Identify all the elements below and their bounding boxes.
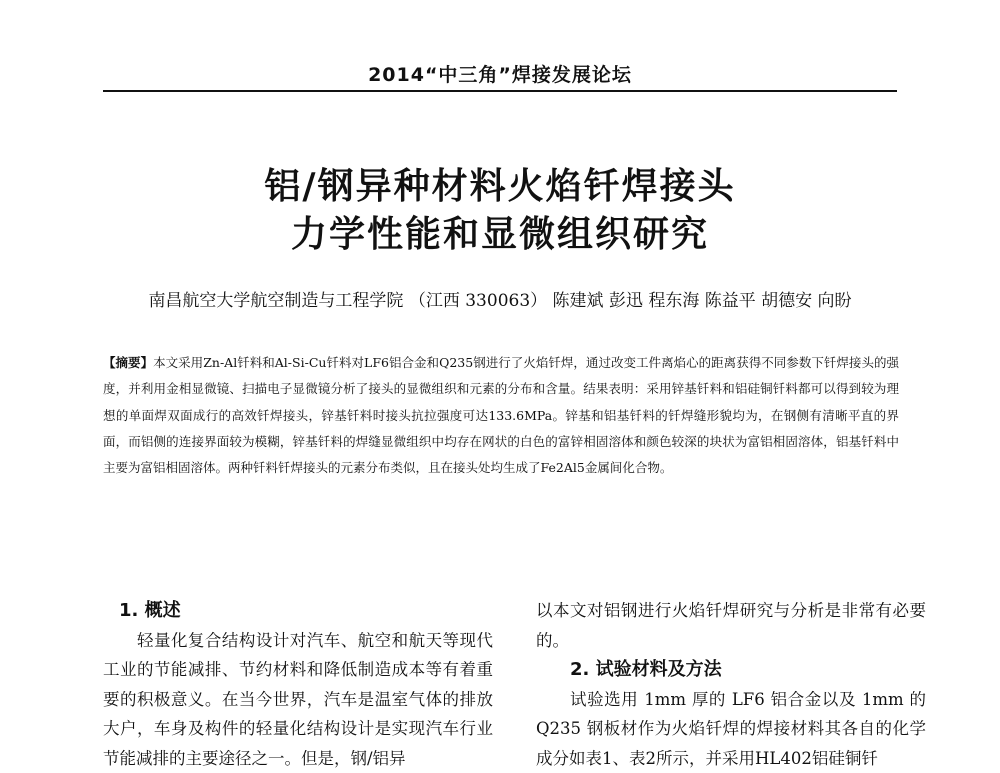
title-line-2: 力学性能和显微组织研究 (0, 206, 1000, 257)
running-head: 2014“中三角”焊接发展论坛 (0, 60, 1000, 87)
author-affiliation: 南昌航空大学航空制造与工程学院 （江西 330063） 陈建斌 彭迅 程东海 陈益平 胡德安 向盼 (0, 286, 1000, 311)
section-2-heading: 2. 试验材料及方法 (536, 655, 926, 685)
abstract-text: 本文采用Zn-Al钎料和Al-Si-Cu钎料对LF6铝合金和Q235钢进行了火焰钎焊，通过改变工件离焰心的距离获得不同参数下钎焊接头的强度，并利用金相显微镜、扫描电子显微镜分析了接头的显微组织和元素的分布和含量。结果表明：采用锌基钎料和铝硅铜钎料都可以得到较为理想的单面焊双面成行的高效钎焊接头，锌基钎料时接头抗拉强度可达133.6MPa。锌基和铝基钎料的钎焊缝形貌均为，在钢侧有清晰平直的界面，而铝侧的连接界面较为模糊，锌基钎料的焊缝显微组织中均存在网状的白色的富锌相固溶体和颜色较深的块状为富铝相固溶体，铝基钎料中主要为富铝相固溶体。两种钎料钎焊接头的元素分布类似，且在接头处均生成了Fe2Al5金属间化合物。 (103, 355, 899, 475)
title-line-1: 铝/钢异种材料火焰钎焊接头 (0, 158, 1000, 209)
abstract (103, 350, 899, 481)
left-column (103, 596, 493, 773)
right-column (536, 596, 926, 773)
section-2-text: 试验选用 1mm 厚的 LF6 铝合金以及 1mm 的 Q235 钢板材作为火焰钎焊的焊接材料其各自的化学成分如表1、表2所示，并采用HL402铝硅铜钎 (536, 685, 926, 773)
abstract-label: 【摘要】 (103, 355, 153, 370)
right-continuation-text: 以本文对铝钢进行火焰钎焊研究与分析是非常有必要的。 (536, 596, 926, 655)
section-1-text: 轻量化复合结构设计对汽车、航空和航天等现代工业的节能减排、节约材料和降低制造成本等有着重要的积极意义。在当今世界，汽车是温室气体的排放大户，车身及构件的轻量化结构设计是实现汽车行业节能减排的主要途径之一。但是，钢/铝异 (103, 626, 493, 773)
header-rule (103, 90, 897, 92)
section-1-heading: 1. 概述 (103, 596, 493, 626)
